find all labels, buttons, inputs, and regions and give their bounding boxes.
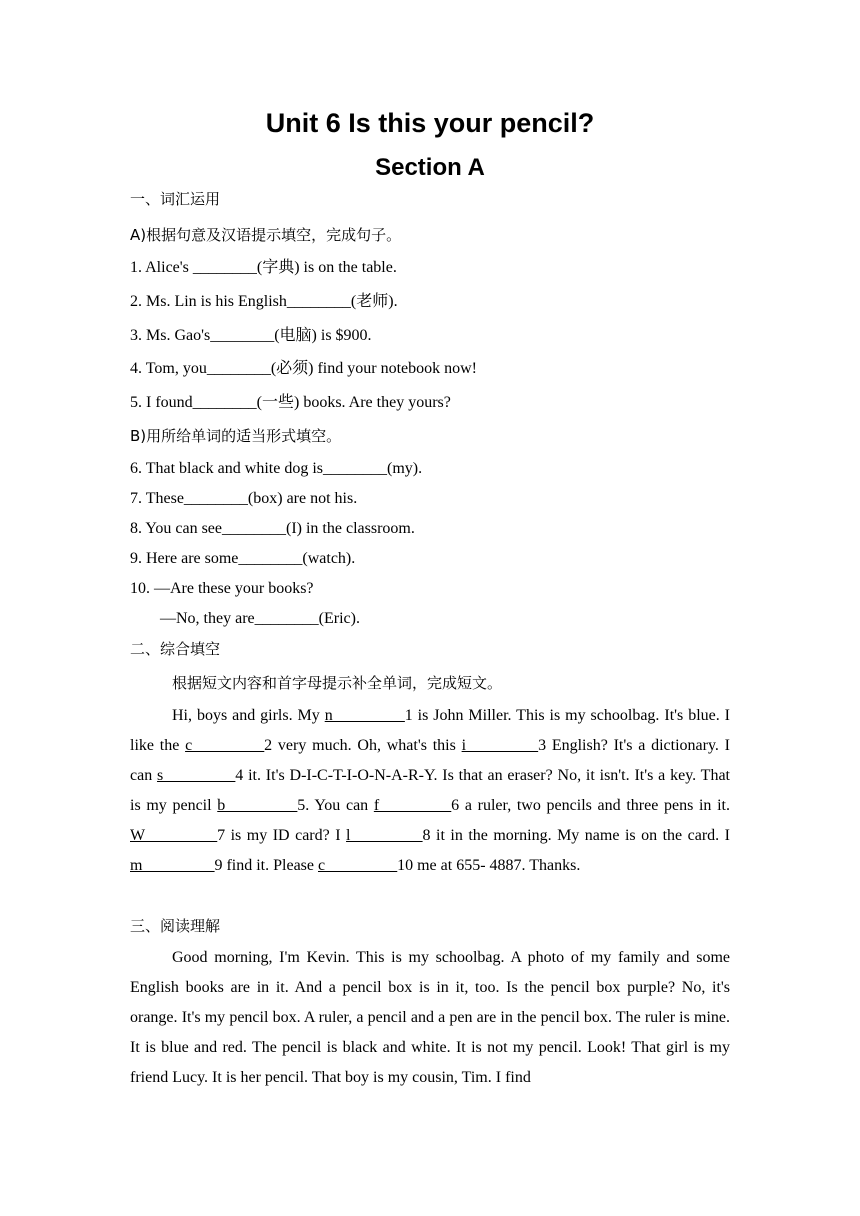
question-3: 3. Ms. Gao's________(电脑) is $900. (130, 327, 372, 344)
passage-text: 8 it in the morning. My name is on the card. I (422, 827, 730, 844)
blank-3: i_________ (461, 737, 539, 754)
passage-text: 6 a ruler, two pencils and three pens in it. (451, 797, 730, 814)
passage-text: 9 find it. Please (214, 857, 318, 874)
blank-7: W_________ (130, 827, 218, 844)
part-a-instruction: A)根据句意及汉语提示填空，完成句子。 (130, 226, 402, 244)
blank-8: l_________ (346, 827, 423, 844)
blank-1: n_________ (324, 707, 405, 724)
question-7: 7. These________(box) are not his. (130, 490, 358, 507)
blank-4: s_________ (157, 767, 236, 784)
blank-6: f_________ (373, 797, 452, 814)
section-heading-vocabulary: 一、词汇运用 (130, 190, 221, 208)
cloze-instruction: 根据短文内容和首字母提示补全单词，完成短文。 (172, 674, 503, 692)
question-5: 5. I found________(一些) books. Are they yours? (130, 394, 451, 411)
part-b-instruction: B)用所给单词的适当形式填空。 (130, 427, 342, 445)
question-2: 2. Ms. Lin is his English________(老师). (130, 293, 398, 310)
passage-text: 4 it. It's D-I-C-T-I-O-N-A-R-Y. Is that an eraser? No, it isn't. It's a key. That is my pencil (130, 767, 731, 814)
question-8: 8. You can see________(I) in the classroom. (130, 520, 415, 537)
question-9: 9. Here are some________(watch). (130, 550, 356, 567)
question-1: 1. Alice's ________(字典) is on the table. (130, 259, 397, 276)
passage-text: 2 very much. Oh, what's this (264, 737, 462, 754)
question-10-answer-line: —No, they are________(Eric). (160, 610, 360, 627)
blank-9: m_________ (130, 857, 215, 874)
passage-text: Hi, boys and girls. My (172, 707, 325, 724)
passage-text: 10 me at 655- 4887. Thanks. (397, 857, 581, 874)
passage-text: 5. You can (297, 797, 374, 814)
question-6: 6. That black and white dog is________(my). (130, 460, 423, 477)
blank-10: c_________ (318, 857, 398, 874)
cloze-passage (130, 701, 730, 881)
passage-text: 7 is my ID card? I (217, 827, 347, 844)
question-4: 4. Tom, you________(必须) find your notebook now! (130, 360, 478, 377)
blank-5: b_________ (217, 797, 298, 814)
reading-passage: Good morning, I'm Kevin. This is my schoolbag. A photo of my family and some English books are in it. And a pencil box is in it, too. Is the pencil box purple? No, it's orange. It's my pencil box. A ruler, a pencil and a pen are in the pencil box. The ruler is mine. It is blue and red. The pencil is black and white. It is not my pencil. Look! That girl is my friend Lucy. It is her pencil. That boy is my cousin, Tim. I find (130, 949, 730, 1086)
section-heading-cloze: 二、综合填空 (130, 640, 221, 658)
blank-2: c_________ (185, 737, 265, 754)
page-title: Unit 6 Is this your pencil? (265, 108, 595, 138)
section-heading-reading: 三、阅读理解 (130, 917, 221, 935)
passage-text: 3 English? It's a dictionary. I can (130, 737, 730, 784)
passage-text: 1 is John Miller. This is my schoolbag. It's blue. I like the (130, 707, 731, 754)
question-10: 10. —Are these your books? (130, 580, 314, 597)
page-subtitle: Section A (375, 154, 485, 181)
